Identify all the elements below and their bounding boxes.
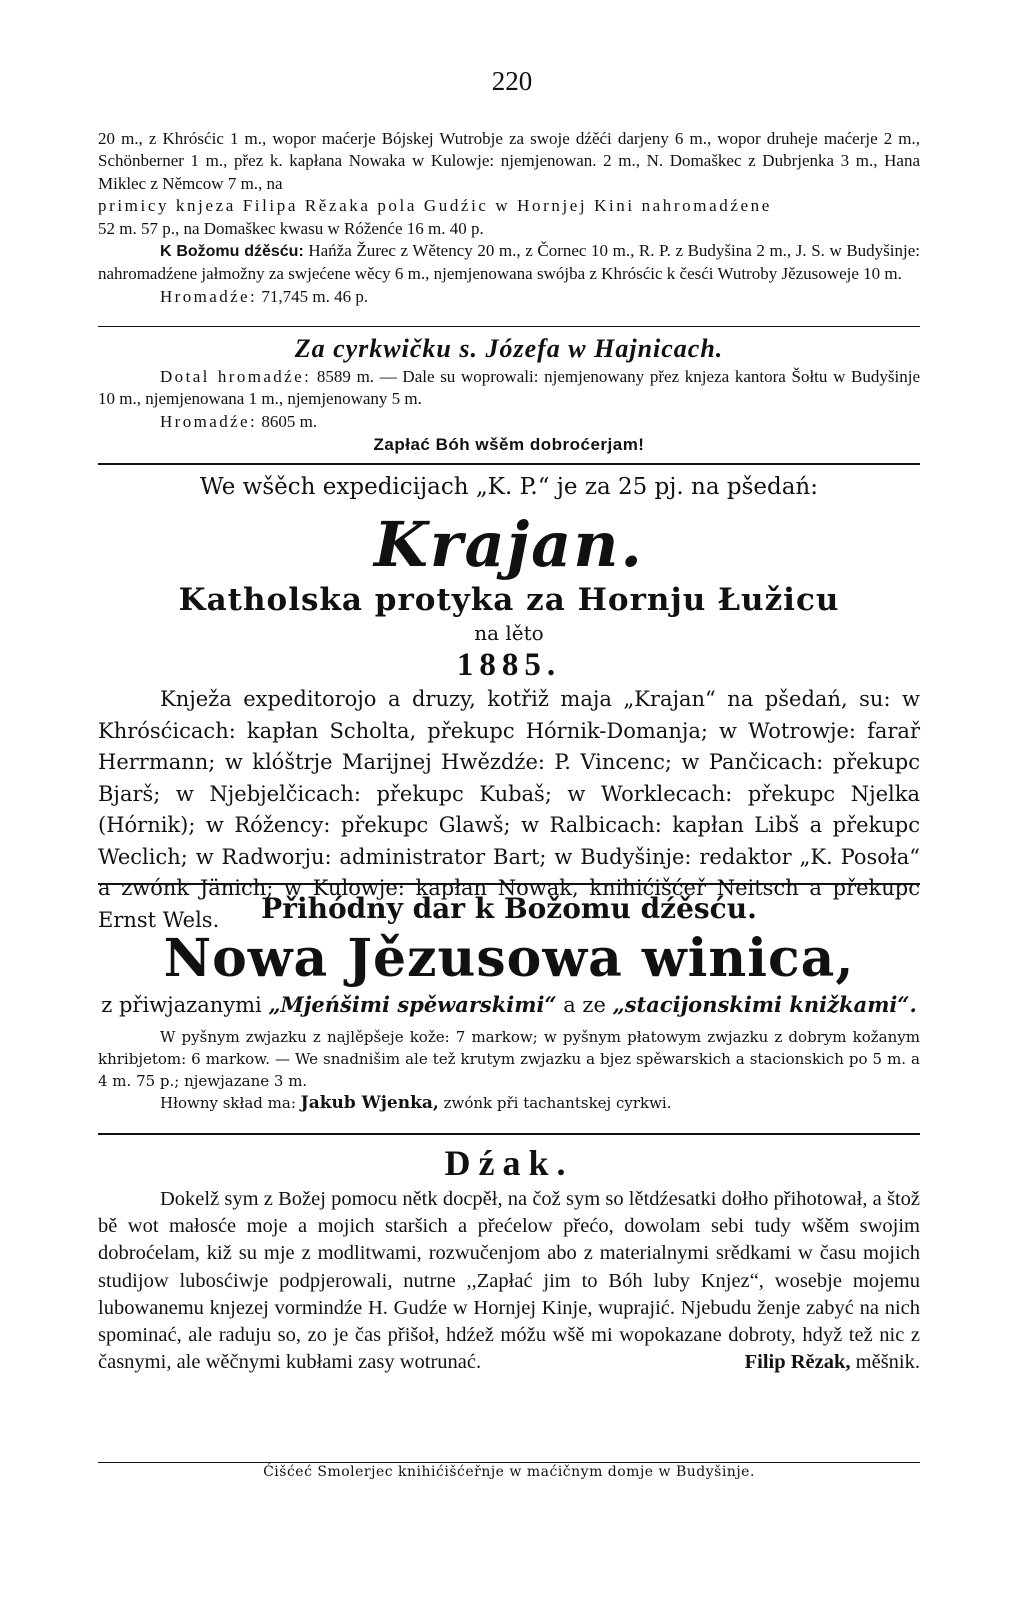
jozef-total xyxy=(98,411,920,433)
donations-line-3: 52 m. 57 p., na Domaškec kwasu w Róženće 16 m. 40 p. xyxy=(98,218,484,238)
jozef-title: Za cyrkwičku s. Józefa w Hajnicach. xyxy=(294,334,724,363)
dzak-body xyxy=(98,1186,920,1376)
donations-line-2: primicy knjeza Filipa Rězaka pola Gudźic w Hornjej Kini nahromadźene xyxy=(98,196,772,216)
page-number: 220 xyxy=(491,66,533,96)
winica-seller-name: Jakub Wjenka, xyxy=(300,1093,439,1113)
donations-total xyxy=(98,286,920,308)
winica-subtitle xyxy=(98,990,920,1020)
winica-subtitle-a: „Mjeńšimi spěwarskimi“ xyxy=(268,992,557,1017)
divider-4 xyxy=(98,1133,920,1135)
winica-seller-pre: Hłowny skład ma: xyxy=(160,1094,301,1112)
child-donations-label: K Božomu dźěsću: xyxy=(160,243,304,261)
dzak-signature-role: měšnik. xyxy=(850,1351,920,1374)
krajan-subtitle: Katholska protyka za Hornju Łužicu xyxy=(178,582,840,618)
dzak-body-text: Dokelž sym z Božej pomocu nětk docpěł, na čož sym so lětdźesatki dołho přihotował, a štož bě wot małosće moje a mojich staršich a přećelow přećo, dowolam sebi tudy wšěm swojim dobroćelam, kiž su mje z modlitwami, rozwučenjom abo z materialnymi srědkami w času mojich studijow lubosćiwje podpjerowali, nutrne ,,Zapłać jim to Bóh luby Knjez“, wosebje mojemu lubowanemu knjezej vormindźe H. Gudźe w Hornjej Kinje, wuprajić. Njebudu ženje zabyć na nich spominać, ale raduju so, zo je čas přišoł, hdźež móžu wšě mi wopokazane dobroty, hdyž tež nic z časnymi, ale wěčnymi kubłami zasy wotrunać. xyxy=(98,1188,920,1374)
winica-seller-post: zwónk při tachantskej cyrkwi. xyxy=(438,1094,672,1112)
jozef-total-label: Hromadźe: xyxy=(160,411,258,431)
krajan-body: Knježa expeditorojo a druzy, kotřiž maja „Krajan“ na pšedań, su: w Khrósćicach: kapłan Scholta, překupc Hórnik-Domanja; w Wotrowje: farař Herrmann; w klóštrje Marijnej Hwězdźe: P. Vincenc; w Pančicach: překupc Bjarš; w Njebjelčicach: překupc Kubaš; w Worklecach: překupc Njelka (Hórnik); w Róžency: překupc Glawš; w Ralbicach: kapłan Libš a překupc Weclich; w Radworju: administrator Bart; w Budyšinje: redaktor „K. Posoła“ a zwónk Jänich; w Kulowje: kapłan Nowak, knihićišćeř Neitsch a překupc Ernst Wels. xyxy=(98,687,920,932)
winica-title: Nowa Jězusowa winica, xyxy=(163,928,855,989)
krajan-year: 1885. xyxy=(456,647,562,683)
divider-3 xyxy=(98,883,920,885)
jozef-section xyxy=(98,334,920,455)
divider-2 xyxy=(98,463,920,465)
winica-seller xyxy=(98,1092,920,1114)
dzak-signature xyxy=(683,1349,920,1376)
dzak-title: Dźak. xyxy=(444,1143,574,1183)
krajan-intro: We wšěch expedicijach „K. P.“ je za 25 pj. na pšedań: xyxy=(199,474,818,500)
donations-line-1: 20 m., z Khrósćic 1 m., wopor maćerje Bójskej Wutrobje za swoje dźěći darjeny 6 m., wopor druheje maćerje 2 m., Schönberner 1 m., přez k. kapłana Nowaka w Kulowje: njemjenowan. 2 m., N. Domaškec z Dubrjenka 3 m., Hana Miklec z Němcow 7 m., na xyxy=(98,129,920,193)
dzak-section xyxy=(98,1140,920,1376)
footer-imprint: Ćišćeć Smolerjec knihićišćeřnje w maćičnym domje w Budyšinje. xyxy=(263,1464,755,1480)
jozef-line1-text: 8589 m. — Dale su woprowali: njemjenowany přez knjeza kantora Šołtu w Budyšinje 10 m., njemjenowana 1 m., njemjenowany 5 m. xyxy=(98,367,920,409)
winica-subtitle-b: „stacijonskimi knižkami“. xyxy=(612,992,917,1017)
jozef-line1-label: Dotal hromadźe: xyxy=(160,367,312,386)
donations-total-value: 71,745 m. 46 p. xyxy=(257,286,369,306)
winica-subtitle-pre: z přiwjazanymi xyxy=(101,993,269,1017)
krajan-title: Krajan. xyxy=(374,508,644,581)
divider-1 xyxy=(98,326,920,327)
winica-gift-title: Přihódny dar k Božomu dźěsću. xyxy=(261,892,757,925)
dzak-signature-name: Filip Rězak, xyxy=(744,1351,851,1374)
jozef-thanks: Zapłać Bóh wšěm dobroćerjam! xyxy=(373,435,645,455)
winica-subtitle-mid: a ze xyxy=(556,993,613,1017)
donations-block xyxy=(98,128,920,308)
krajan-for-year: na lěto xyxy=(474,621,544,645)
winica-prices: W pyšnym zwjazku z najlěpšeje kože: 7 markow; w pyšnym płatowym zwjazku z dobrym kožanym khribjetom: 6 markow. — We snadnišim ale tež krutym zwjazku a bjez spěwarskich a stacionskich po 5 m. a 4 m. 75 p.; njewjazane 3 m. xyxy=(98,1028,920,1090)
jozef-text xyxy=(98,366,920,411)
child-donations xyxy=(98,240,920,286)
krajan-ad xyxy=(98,470,920,936)
winica-ad xyxy=(98,890,920,1114)
donations-total-label: Hromadźe: xyxy=(160,286,258,306)
divider-5 xyxy=(98,1462,920,1463)
jozef-total-value: 8605 m. xyxy=(257,411,318,431)
child-donations-text: Hańža Žurec z Wětency 20 m., z Čornec 10 m., R. P. z Budyšina 2 m., J. S. w Budyšinje: nahromadźene jałmožny za swjećene wěcy 6 m., njemjenowana swójba z Khrósćic k česći Wutroby Jězusoweje 10 m. xyxy=(98,241,920,284)
